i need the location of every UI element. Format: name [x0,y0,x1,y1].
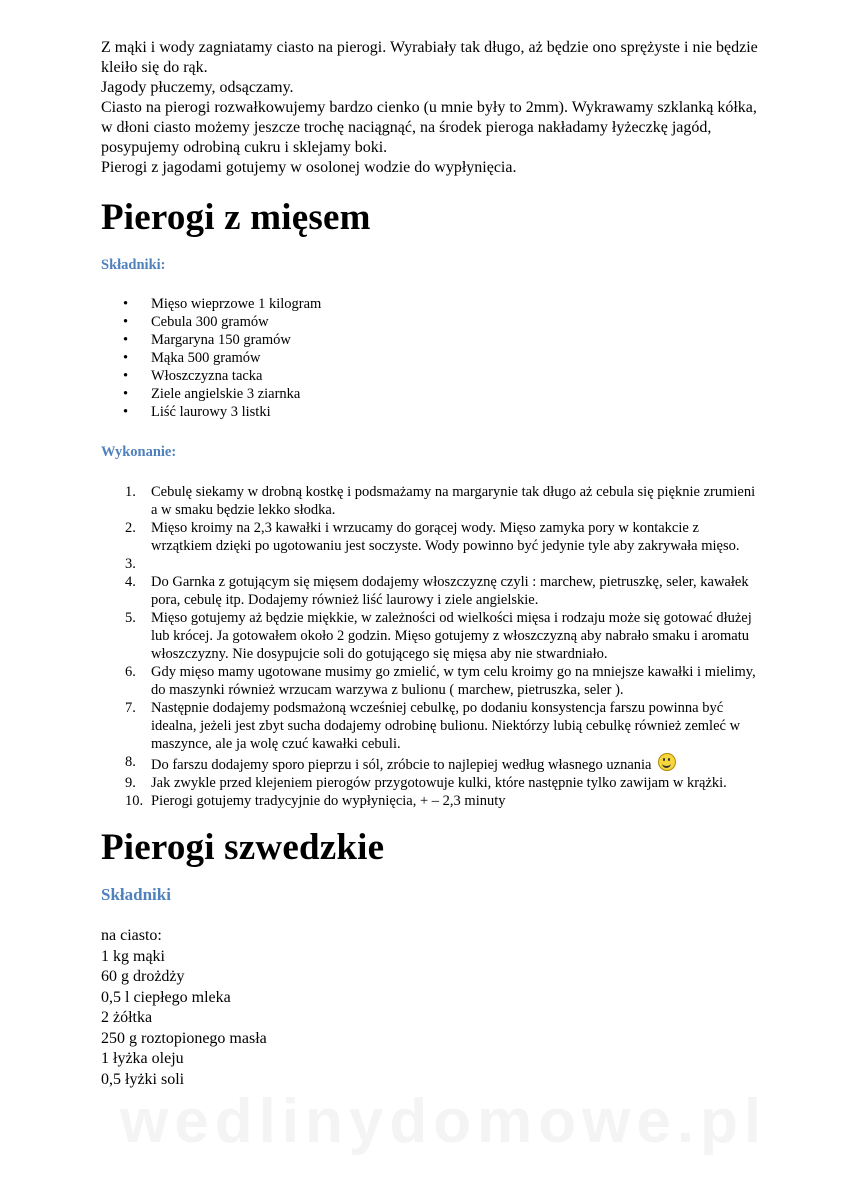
intro-paragraph: Z mąki i wody zagniatamy ciasto na pierogi. Wyrabiały tak długo, aż będzie ono sprężyste i nie będzie kleiło się do rąk. [101,39,758,76]
list-item: 3. [125,556,136,572]
list-item: • Mięso wieprzowe 1 kilogram [123,296,322,312]
bullet-icon: • [123,296,129,312]
intro-paragraph: Jagody płuczemy, odsączamy. [101,79,294,96]
list-item: • Margaryna 150 gramów [123,332,291,348]
list-item: 8. Do farszu dodajemy sporo pieprzu i sól, zróbcie to najlepiej według własnego uznania [101,753,761,774]
section-title-pierogi-z-miesem: Pierogi z mięsem [101,197,371,238]
list-item: 0,5 łyżki soli [101,1070,185,1088]
section-title-pierogi-szwedzkie: Pierogi szwedzkie [101,827,385,868]
list-item: 60 g drożdży [101,968,185,985]
intro-paragraph: Pierogi z jagodami gotujemy w osolonej wodzie do wypłynięcia. [101,159,517,176]
list-item: na ciasto: [101,927,162,944]
ingredients-label: Składniki: [101,257,166,273]
list-item: • Włoszczyzna tacka [123,368,263,384]
bullet-icon: • [123,314,129,330]
bullet-icon: • [123,386,129,402]
list-item: 9. Jak zwykle przed klejeniem pierogów przygotowuje kulki, które następnie tylko zawijam w krążki. [125,775,727,791]
list-item: 1. Cebulę siekamy w drobną kostkę i podsmażamy na margarynie tak długo aż cebula się pięknie zrumieni a w smaku będzie lekko słodka. [125,484,756,518]
list-item: • Liść laurowy 3 listki [123,404,271,420]
list-item: 7. Następnie dodajemy podsmażoną wcześniej cebulkę, po dodaniu konsystencja farszu powinna być idealna, jeżeli jest zbyt sucha dodajemy odrobinę bulionu. Niektórzy lubią cebulkę również zemleć w maszynce, ale ja wolę czuć kawałki cebuli. [125,700,741,752]
list-item: 4. Do Garnka z gotującym się mięsem dodajemy włoszczyznę czyli : marchew, pietruszkę, seler, kawałek pora, cebulę itp. Dodajemy również liść laurowy i ziele angielskie. [125,574,749,608]
list-item: 10. Pierogi gotujemy tradycyjnie do wypłynięcia, + – 2,3 minuty [125,793,506,809]
bullet-icon: • [123,404,129,420]
ingredients-label: Składniki [101,885,171,904]
ingredients-list [101,295,761,421]
method-label: Wykonanie: [101,444,177,460]
intro-paragraph: Ciasto na pierogi rozwałkowujemy bardzo cienko (u mnie były to 2mm). Wykrawamy szklanką kółka, w dłoni ciasto możemy jeszcze trochę naciągnąć, na środek pieroga nakładamy łyżeczkę jagód, posypujemy odrobiną cukru i sklejamy boki. [101,99,757,156]
list-item: • Mąka 500 gramów [123,350,261,366]
watermark: wedlinydomowe.pl [120,1087,768,1156]
list-item: • Ziele angielskie 3 ziarnka [123,386,301,402]
method-steps-list [101,483,761,810]
list-item: • Cebula 300 gramów [123,314,269,330]
list-item: 0,5 l ciepłego mleka [101,988,231,1006]
bullet-icon: • [123,332,129,348]
list-item: 2. Mięso kroimy na 2,3 kawałki i wrzucamy do gorącej wody. Mięso zamyka pory w kontakcie z wrzątkiem dzięki po ugotowaniu jest soczyste. Wody powinno być jedynie tyle aby zakrywała mięso. [125,520,740,554]
intro-text [101,38,761,178]
dough-ingredients [101,926,761,1090]
document-page [101,38,761,1090]
list-item: 2 żółtka [101,1009,153,1026]
list-item: 250 g roztopionego masła [101,1029,267,1047]
list-item: 1 kg mąki [101,947,165,965]
smiley-icon [658,753,676,771]
list-item: 5. Mięso gotujemy aż będzie miękkie, w zależności od wielkości mięsa i rodzaju może się gotować dłużej lub krócej. Ja gotowałem około 2 godzin. Mięso gotujemy z włoszczyzną aby nabrało smaku i aromatu włoszczyzny. Nie dosypujcie soli do gotującego się mięsa aby nie stwardniało. [125,610,752,662]
bullet-icon: • [123,350,129,366]
list-item: 1 łyżka oleju [101,1050,184,1067]
list-item: 6. Gdy mięso mamy ugotowane musimy go zmielić, w tym celu kroimy go na mniejsze kawałki i mielimy, do maszynki również wrzucam warzywa z bulionu ( marchew, pietruszka, seler ). [125,664,756,698]
bullet-icon: • [123,368,129,384]
